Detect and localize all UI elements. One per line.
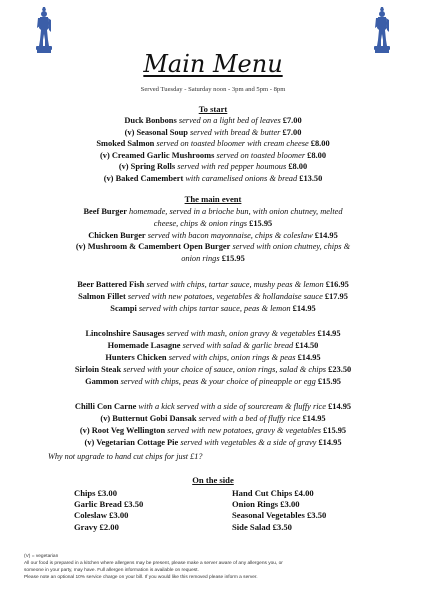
side-name: Garlic Bread bbox=[74, 499, 122, 510]
side-price: £3.00 bbox=[280, 499, 300, 510]
dish-name: Scampi bbox=[110, 303, 137, 313]
menu-item-line bbox=[0, 291, 426, 302]
side-item bbox=[74, 488, 143, 499]
dish-description: served with mash, onion gravy & vegetables bbox=[166, 329, 316, 339]
sides-heading: On the side bbox=[192, 475, 234, 485]
dish-name: Hunters Chicken bbox=[105, 353, 167, 362]
veg-marker: (v) bbox=[99, 150, 112, 160]
menu-item-line bbox=[0, 138, 426, 149]
veg-marker: (v) bbox=[75, 242, 88, 252]
dish-price: £14.95 bbox=[317, 329, 341, 339]
knight-emblem-icon bbox=[34, 6, 54, 54]
menu-item-line bbox=[0, 352, 426, 363]
menu-item-line bbox=[0, 328, 426, 339]
side-name: Gravy bbox=[74, 521, 98, 532]
dish-price: £14.95 bbox=[297, 353, 321, 362]
dish-description: served with new potatoes, vegetables & hollandaise sauce bbox=[127, 291, 323, 301]
dish-description: served with a bed of fluffy rice bbox=[198, 414, 301, 424]
veg-marker: (v) bbox=[84, 437, 97, 447]
dish-price: £15.95 bbox=[323, 426, 347, 435]
page-title: Main Menu bbox=[143, 50, 283, 78]
dish-description: served on toasted bloomer with cream cheese bbox=[156, 139, 309, 149]
serving-times: Served Tuesday - Saturday noon - 3pm and 5pm - 8pm bbox=[140, 86, 286, 93]
side-item bbox=[74, 522, 143, 533]
dish-description: served with chips tartar sauce, peas & lemon bbox=[138, 303, 291, 313]
dish-price: £23.50 bbox=[328, 364, 352, 374]
dish-description: served with chips, tartar sauce, mushy peas & lemon bbox=[146, 280, 324, 289]
dish-price: £17.95 bbox=[324, 291, 348, 301]
dish-description: served with salad & garlic bread bbox=[182, 341, 294, 351]
dish-description: served on toasted bloomer bbox=[216, 150, 306, 160]
dish-description: served with your choice of sauce, onion rings, salad & chips bbox=[123, 364, 327, 374]
dish-description: served on a light bed of leaves bbox=[178, 116, 281, 125]
side-item bbox=[232, 522, 326, 533]
sides-left-column bbox=[74, 488, 143, 533]
dish-name: Duck Bonbons bbox=[124, 116, 177, 125]
side-price: £2.00 bbox=[99, 521, 119, 532]
veg-marker: (v) bbox=[100, 414, 113, 424]
starters-heading: To start bbox=[198, 104, 228, 114]
footer-line: (V) = vegetarian bbox=[24, 554, 59, 559]
dish-price: £14.50 bbox=[295, 341, 319, 351]
dish-price: £15.95 bbox=[317, 376, 341, 386]
dish-description: served with chips, peas & your choice of pineapple or egg bbox=[120, 376, 316, 386]
side-price: £3.50 bbox=[272, 521, 292, 532]
dish-description: with a kick served with a side of sourcream & fluffy rice bbox=[138, 402, 326, 412]
menu-item-line bbox=[0, 401, 426, 412]
menu-item-line bbox=[0, 173, 426, 184]
menu-item-line bbox=[0, 437, 426, 448]
dish-price: £14.95 bbox=[302, 414, 326, 424]
dish-description: with caramelised onions & bread bbox=[185, 174, 298, 183]
dish-name: Smoked Salmon bbox=[96, 139, 155, 149]
menu-item-line bbox=[0, 340, 426, 351]
menu-item-line bbox=[0, 253, 426, 264]
dish-price: £8.00 bbox=[288, 162, 308, 172]
veg-marker: (v) bbox=[118, 162, 131, 172]
menu-item-line bbox=[0, 364, 426, 375]
dish-price: £15.95 bbox=[249, 218, 273, 228]
dish-description: served with new potatoes, gravy & vegetables bbox=[167, 426, 321, 435]
side-price: £3.50 bbox=[306, 510, 327, 521]
dish-description: served with vegetables & a side of gravy bbox=[180, 437, 317, 447]
dish-name: Beef Burger bbox=[83, 207, 127, 216]
side-item bbox=[232, 488, 326, 499]
dish-name: Lincolnshire Sausages bbox=[85, 329, 165, 339]
dish-name: Baked Camembert bbox=[115, 174, 184, 183]
footer-line: someone in your party, may have. Full allergen information is available on request. bbox=[24, 568, 199, 573]
knight-emblem-icon bbox=[372, 6, 392, 54]
dish-name: Beer Battered Fish bbox=[77, 280, 145, 289]
side-item bbox=[232, 510, 326, 521]
dish-name: Creamed Garlic Mushrooms bbox=[111, 150, 215, 160]
side-name: Chips bbox=[74, 488, 96, 498]
dish-description: served with red pepper houmous bbox=[177, 162, 287, 172]
veg-marker: (v) bbox=[79, 426, 92, 435]
menu-item-line bbox=[0, 241, 426, 252]
dish-price: £14.95 bbox=[292, 303, 316, 313]
menu-item-line bbox=[0, 127, 426, 138]
dish-price: £14.95 bbox=[314, 230, 338, 240]
dish-price: £16.95 bbox=[325, 280, 349, 289]
menu-item-line bbox=[0, 303, 426, 314]
dish-price: £7.00 bbox=[282, 116, 302, 125]
dish-name: Homemade Lasagne bbox=[107, 341, 181, 351]
footer-line: Please note an optional 10% service charge on your bill. If you would like this removed please inform a server. bbox=[24, 575, 258, 580]
side-price: £3.00 bbox=[97, 488, 117, 498]
menu-item-line bbox=[0, 150, 426, 161]
dish-description: cheese, chips & onion rings bbox=[153, 218, 248, 228]
dish-name: Butternut Gobi Dansak bbox=[112, 414, 197, 424]
mains-heading: The main event bbox=[184, 194, 242, 204]
dish-description: served with onion chutney, chips & bbox=[232, 242, 351, 252]
dish-name: Root Veg Wellington bbox=[91, 426, 166, 435]
dish-description: onion rings bbox=[181, 254, 220, 264]
sides-right-column bbox=[232, 488, 326, 533]
dish-name: Spring Rolls bbox=[130, 162, 176, 172]
dish-description: served with chips, onion rings & peas bbox=[168, 353, 296, 362]
side-price: £4.00 bbox=[294, 488, 314, 498]
menu-item-line bbox=[0, 230, 426, 241]
dish-name: Vegetarian Cottage Pie bbox=[96, 437, 179, 447]
menu-item-line bbox=[0, 161, 426, 172]
dish-price: £15.95 bbox=[221, 254, 245, 264]
dish-name: Seasonal Soup bbox=[136, 127, 188, 137]
side-name: Coleslaw bbox=[74, 510, 107, 521]
dish-name: Salmon Fillet bbox=[78, 291, 126, 301]
side-name: Hand Cut Chips bbox=[232, 488, 293, 498]
side-price: £3.50 bbox=[123, 499, 144, 510]
footer-line: All our food is prepared in a kitchen where allergens may be present, please make a server aware of any allergens you, or bbox=[24, 561, 283, 566]
side-name: Seasonal Vegetables bbox=[232, 510, 305, 521]
dish-price: £7.00 bbox=[282, 127, 302, 137]
side-item bbox=[232, 499, 326, 510]
side-item bbox=[74, 499, 143, 510]
dish-price: £14.95 bbox=[318, 437, 342, 447]
menu-item-line bbox=[0, 425, 426, 436]
dish-price: £13.50 bbox=[299, 174, 323, 183]
dish-price: £8.00 bbox=[307, 150, 327, 160]
dish-name: Mushroom & Camembert Open Burger bbox=[87, 242, 231, 252]
dish-name: Gammon bbox=[85, 376, 119, 386]
menu-item-line bbox=[0, 115, 426, 126]
dish-name: Sirloin Steak bbox=[74, 364, 122, 374]
menu-item-line bbox=[0, 206, 426, 217]
dish-price: £8.00 bbox=[310, 139, 330, 149]
dish-price: £14.95 bbox=[328, 402, 352, 412]
side-name: Onion Rings bbox=[232, 499, 279, 510]
dish-description: homemade, served in a brioche bun, with onion chutney, melted bbox=[129, 207, 343, 216]
menu-item-line bbox=[0, 218, 426, 229]
veg-marker: (v) bbox=[124, 127, 137, 137]
menu-item-line bbox=[0, 376, 426, 387]
chips-upgrade-note: Why not upgrade to hand cut chips for just £1? bbox=[48, 452, 203, 461]
menu-item-line bbox=[0, 279, 426, 290]
side-name: Side Salad bbox=[232, 521, 271, 532]
dish-name: Chicken Burger bbox=[88, 230, 146, 240]
dish-description: served with bread & butter bbox=[190, 127, 281, 137]
side-price: £3.00 bbox=[109, 510, 129, 521]
menu-item-line bbox=[0, 413, 426, 424]
dish-name: Chilli Con Carne bbox=[74, 402, 137, 412]
veg-marker: (v) bbox=[103, 174, 116, 183]
side-item bbox=[74, 510, 143, 521]
dish-description: served with bacon mayonnaise, chips & coleslaw bbox=[147, 230, 313, 240]
